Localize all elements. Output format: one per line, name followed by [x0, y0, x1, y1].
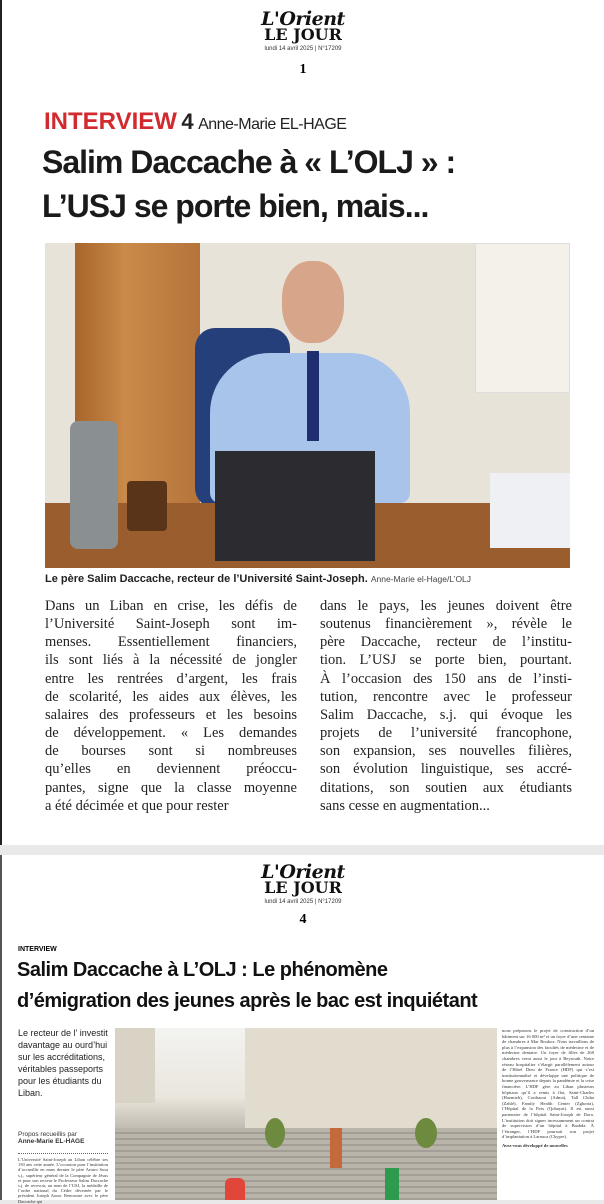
headline-line: Salim Daccache à « L’OLJ » : [42, 144, 456, 180]
campus-photo [115, 1028, 497, 1200]
body-column-right [320, 597, 572, 815]
body-line: salaires des professeurs et les besoins [45, 706, 297, 723]
issue-date: lundi 14 avril 2025 | N°17209 [264, 46, 342, 52]
divider [18, 1153, 108, 1154]
body-line: l’Université Saint-Joseph sont im- [45, 616, 297, 633]
page-number: 4 [299, 912, 307, 927]
lead-text: Le recteur de l’ investit davantage au ourd’hui sur les accréditations, véritables passeports pour les étudiants du Liban. [18, 1028, 108, 1098]
body-text: nous préparons le projet de construction d’un bâtiment sur 16 000 m² et un foyer d’une centaine de chambres à Mar Roukoz. Nous travaillons de plus à l’expansion des facultés de médecine et de médecine dentaire. Un foyer de filles de 260 chambres verra aussi le jour à Beyrouth. Notre réseau hospitalier s’élargit parallèlement autour de l’Hôtel Dieu de France (HDF) qui s’est institutionnalisé et développe une politique de bonne gouvernance depuis la pandémie et la crise financière. L’HDF gère au Liban plusieurs hôpitaux qu’il a remis à flot, Saint-Charles (Hazmieh), Corthaoui (Adma), Tall Chiha (Zahlé), Family Health Center (Zghorta), l’Hôpital de la Paix (Qobayat). Il est aussi partenaire de l’hôpital Saint-Joseph de Dora. L’institution doit signer incessamment un contrat de supervision d’un hôpital à Baabda. À l’étranger, l’HDF poursuit son projet d’implantation à Larnaca (Chypre). [502, 1028, 594, 1140]
body-line: ditations, son soutien aux étudiants [320, 779, 572, 796]
caption-text: Le père Salim Daccache, recteur de l’Université Saint-Joseph. [45, 573, 368, 585]
headline [17, 955, 597, 1017]
body-line: pantes, signe que la classe moyenne [45, 779, 297, 796]
headline-line: d’émigration des jeunes après le bac est inquiétant [17, 990, 478, 1012]
body-line: ils sont liés à la nécessité de jongler [45, 652, 297, 669]
section-label: INTERVIEW [44, 108, 177, 135]
logo-line-2: LE JOUR [264, 878, 342, 897]
body-line: dans le pays, les jeunes doivent être [320, 598, 572, 614]
photo-caption [45, 573, 575, 585]
body-line: son évolution linguistique, ses accré- [320, 761, 572, 778]
byline-name: Anne-Marie EL-HAGE [18, 1138, 85, 1145]
body-line: tution, rencontre avec le professeur [320, 688, 572, 705]
body-line: entre les rentrées d’argent, les frais [45, 670, 297, 687]
newspaper-logo [2, 863, 604, 905]
logo-line-1: L'Orient [261, 8, 345, 30]
kicker [44, 108, 346, 136]
byline [18, 1131, 84, 1145]
body-line: Dans un Liban en crise, les défis de [45, 598, 297, 614]
body-column-right [502, 1028, 594, 1148]
page-ref: 4 [181, 109, 194, 134]
photo-credit: Anne-Marie el-Hage/L’OLJ [370, 574, 472, 584]
body-line: À l’occasion des 150 ans de l’insti- [320, 670, 572, 687]
newspaper-logo [2, 10, 604, 52]
body-line: qu’elles en deviennent préoccu- [45, 761, 297, 778]
section-label: INTERVIEW [18, 946, 57, 953]
body-line: de scolarité, les aides aux élèves, les [45, 688, 297, 705]
body-line: de développement. « Les demandes [45, 725, 297, 742]
body-line: tion. L’USJ se porte bien, pourtant. [320, 652, 572, 669]
body-column-left [45, 597, 297, 815]
newspaper-page-4 [0, 855, 604, 1204]
body-line: père Daccache, recteur de l’institu- [320, 634, 572, 651]
body-line: menses. Essentiellement financiers, [45, 634, 297, 651]
headline [42, 140, 582, 228]
headline-line: L’USJ se porte bien, mais... [42, 188, 429, 224]
body-line: soutenus financièrement », révèle le [320, 616, 572, 633]
body-line: projets de l’université francophone, [320, 725, 572, 742]
body-line: de bourses sont si nombreuses [45, 743, 297, 760]
body-line: son expansion, ses nouvelles filières, [320, 743, 572, 760]
body-line: sans cesse en augmentation... [320, 797, 490, 814]
portrait-photo [45, 243, 570, 568]
byline-label: Propos recueillis par [18, 1131, 77, 1138]
body-line: a été décimée et que pour rester [45, 797, 229, 814]
author: Anne-Marie EL-HAGE [198, 116, 347, 133]
logo-line-1: L'Orient [261, 861, 345, 883]
body-column-left: L’Université Saint-Joseph au Liban célèbre ses 150 ans cette année. L’occasion pour l’institution d’accueillir en mars dernier le père Arturo Sosa s.j., supérieur général de la Compagnie de Jésus et pour son recteur le Professeur Salim Daccache s.j. de recevoir, au nom de l’USJ, la médaille de l’ordre national du Cèdre décernée par le président Joseph Aoun. Rencontre avec le père Daccache qui [18, 1157, 108, 1204]
page-number: 1 [299, 62, 307, 77]
body-line: Salim Daccache, s.j. qui évoque les [320, 706, 572, 723]
logo-line-2: LE JOUR [264, 25, 342, 44]
subhead: Avez-vous développé de nouvelles [502, 1142, 568, 1148]
issue-date: lundi 14 avril 2025 | N°17209 [264, 899, 342, 905]
headline-line: Salim Daccache à L’OLJ : Le phénomène [17, 959, 388, 981]
